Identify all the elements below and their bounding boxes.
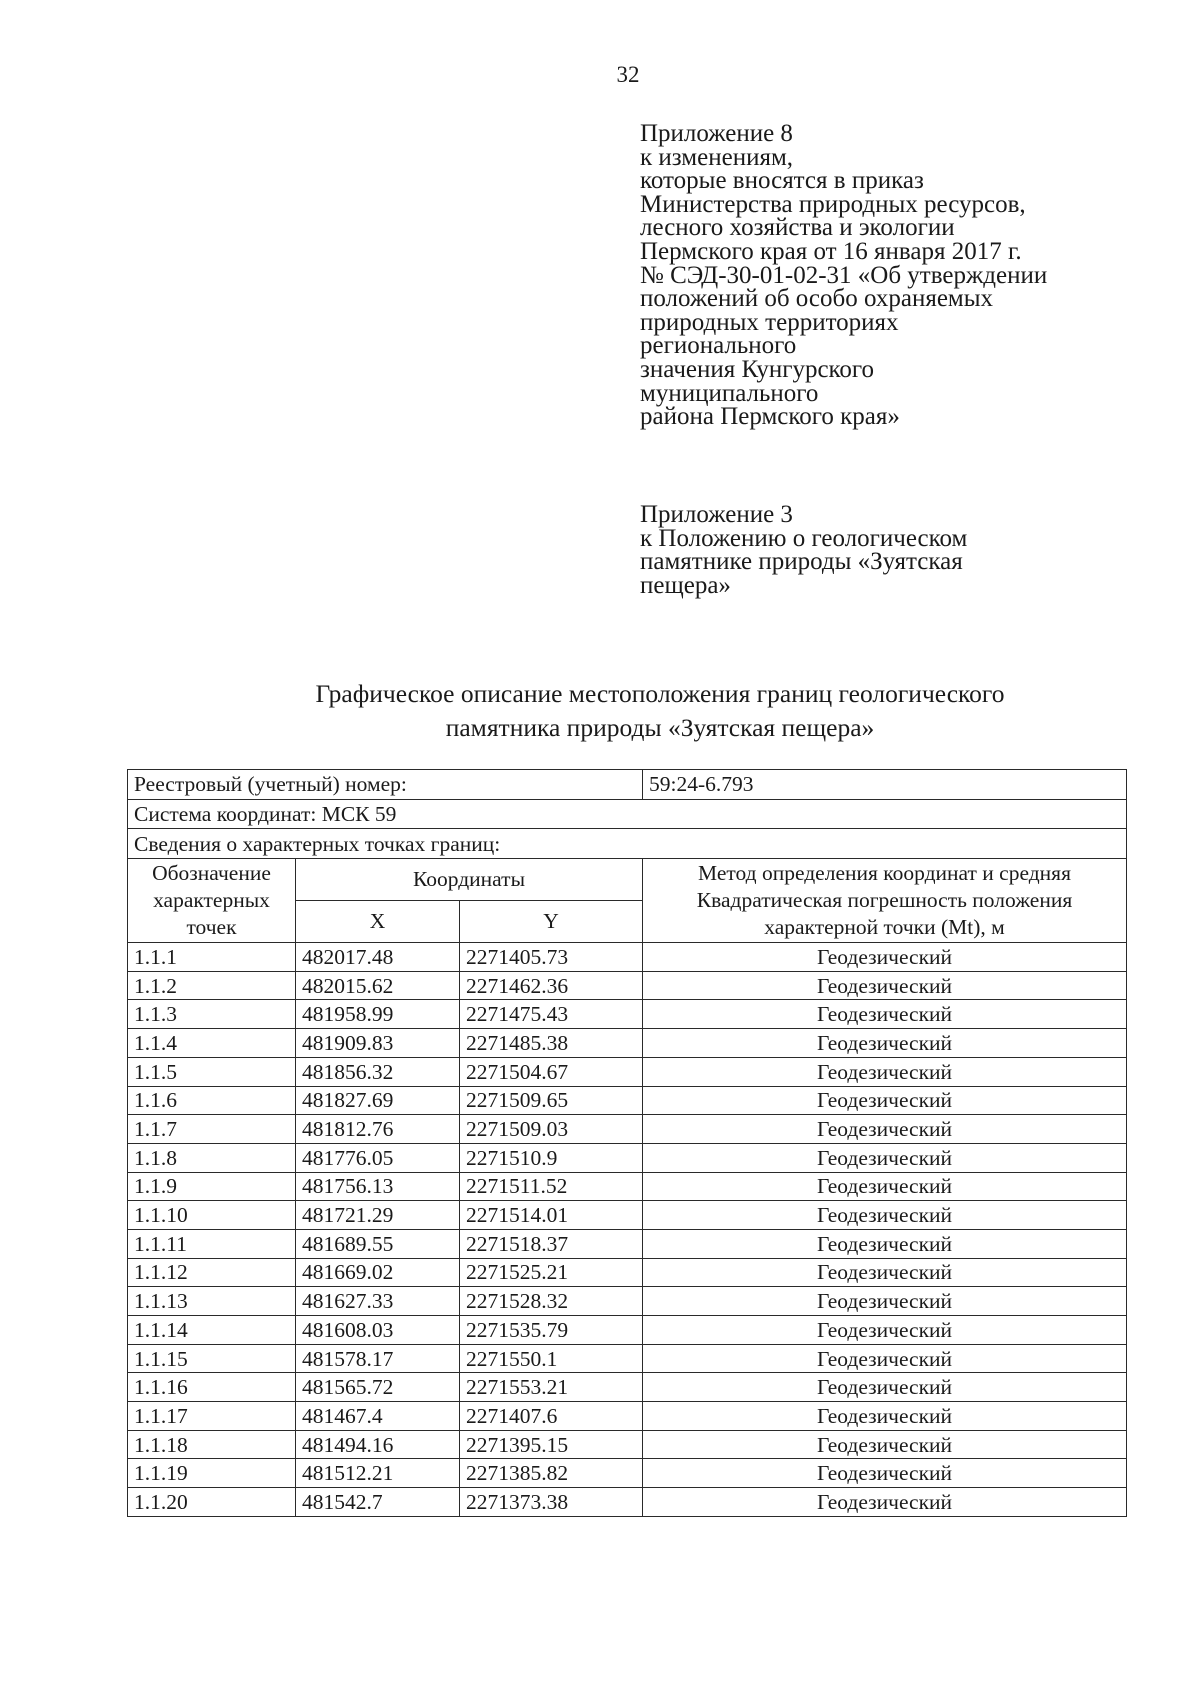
text-line: района Пермского края» <box>640 403 900 431</box>
coordinates-table <box>127 769 1127 1517</box>
method-cell: Геодезический <box>643 1459 1127 1488</box>
table-row <box>128 971 1127 1000</box>
point-cell: 1.1.16 <box>128 1373 296 1402</box>
y-cell: 2271405.73 <box>460 943 643 972</box>
method-cell: Геодезический <box>643 1373 1127 1402</box>
y-cell: 2271525.21 <box>460 1258 643 1287</box>
x-cell: 481608.03 <box>296 1316 460 1345</box>
document-title-line-2: памятника природы «Зуятская пещера» <box>445 713 875 742</box>
registry-row <box>128 770 1127 800</box>
point-cell: 1.1.11 <box>128 1229 296 1258</box>
points-info-row <box>128 829 1127 859</box>
point-cell: 1.1.10 <box>128 1201 296 1230</box>
point-cell: 1.1.20 <box>128 1488 296 1517</box>
method-cell: Геодезический <box>643 1086 1127 1115</box>
point-cell: 1.1.7 <box>128 1115 296 1144</box>
table-row <box>128 1459 1127 1488</box>
table-row <box>128 1115 1127 1144</box>
text-line: лесного хозяйства и экологии <box>640 214 955 242</box>
table-row <box>128 1488 1127 1517</box>
point-cell: 1.1.6 <box>128 1086 296 1115</box>
y-cell: 2271514.01 <box>460 1201 643 1230</box>
document-title <box>150 677 1170 745</box>
x-cell: 481856.32 <box>296 1057 460 1086</box>
method-cell: Геодезический <box>643 1402 1127 1431</box>
header-method <box>643 859 1127 943</box>
point-cell: 1.1.9 <box>128 1172 296 1201</box>
y-cell: 2271509.65 <box>460 1086 643 1115</box>
x-cell: 481756.13 <box>296 1172 460 1201</box>
method-cell: Геодезический <box>643 1258 1127 1287</box>
table-header-row <box>128 859 1127 901</box>
x-cell: 481467.4 <box>296 1402 460 1431</box>
method-cell: Геодезический <box>643 1029 1127 1058</box>
text-line: Приложение 8 <box>640 120 793 147</box>
text-line: характерной точки (Mt), м <box>764 915 1005 940</box>
table-row <box>128 1000 1127 1029</box>
table-row <box>128 1344 1127 1373</box>
y-cell: 2271518.37 <box>460 1229 643 1258</box>
x-cell: 481627.33 <box>296 1287 460 1316</box>
text-line: к изменениям, <box>640 143 794 171</box>
text-line: Пермского края от 16 января 2017 г. <box>640 237 1022 265</box>
annex-3-heading <box>640 503 1160 597</box>
y-cell: 2271407.6 <box>460 1402 643 1431</box>
text-line: положений об особо охраняемых <box>640 285 994 313</box>
table-row <box>128 943 1127 972</box>
method-cell: Геодезический <box>643 1057 1127 1086</box>
method-cell: Геодезический <box>643 1287 1127 1316</box>
y-cell: 2271385.82 <box>460 1459 643 1488</box>
point-cell: 1.1.13 <box>128 1287 296 1316</box>
table-row <box>128 1201 1127 1230</box>
table-row <box>128 1316 1127 1345</box>
method-cell: Геодезический <box>643 1316 1127 1345</box>
method-cell: Геодезический <box>643 1430 1127 1459</box>
table-row <box>128 1086 1127 1115</box>
x-cell: 481958.99 <box>296 1000 460 1029</box>
registry-label: Реестровый (учетный) номер: <box>128 770 643 800</box>
x-cell: 481812.76 <box>296 1115 460 1144</box>
point-cell: 1.1.1 <box>128 943 296 972</box>
table-row <box>128 1143 1127 1172</box>
table-row <box>128 1172 1127 1201</box>
x-cell: 481721.29 <box>296 1201 460 1230</box>
point-cell: 1.1.8 <box>128 1143 296 1172</box>
x-cell: 481827.69 <box>296 1086 460 1115</box>
text-line: № СЭД-30-01-02-31 «Об утверждении <box>640 261 1048 289</box>
point-cell: 1.1.15 <box>128 1344 296 1373</box>
y-cell: 2271535.79 <box>460 1316 643 1345</box>
point-cell: 1.1.17 <box>128 1402 296 1431</box>
y-cell: 2271510.9 <box>460 1143 643 1172</box>
table-row <box>128 1229 1127 1258</box>
text-line: характерных <box>153 888 270 913</box>
header-coordinates: Координаты <box>296 859 643 901</box>
method-cell: Геодезический <box>643 1172 1127 1201</box>
method-cell: Геодезический <box>643 1344 1127 1373</box>
method-cell: Геодезический <box>643 1488 1127 1517</box>
point-cell: 1.1.12 <box>128 1258 296 1287</box>
x-cell: 482017.48 <box>296 943 460 972</box>
x-cell: 481542.7 <box>296 1488 460 1517</box>
y-cell: 2271462.36 <box>460 971 643 1000</box>
header-y: Y <box>460 901 643 943</box>
x-cell: 481512.21 <box>296 1459 460 1488</box>
x-cell: 481669.02 <box>296 1258 460 1287</box>
x-cell: 481494.16 <box>296 1430 460 1459</box>
y-cell: 2271509.03 <box>460 1115 643 1144</box>
method-cell: Геодезический <box>643 1229 1127 1258</box>
text-line: Квадратическая погрешность положения <box>696 888 1073 913</box>
text-line: регионального <box>640 332 797 360</box>
y-cell: 2271528.32 <box>460 1287 643 1316</box>
point-cell: 1.1.14 <box>128 1316 296 1345</box>
method-cell: Геодезический <box>643 1143 1127 1172</box>
y-cell: 2271550.1 <box>460 1344 643 1373</box>
y-cell: 2271504.67 <box>460 1057 643 1086</box>
x-cell: 481578.17 <box>296 1344 460 1373</box>
y-cell: 2271485.38 <box>460 1029 643 1058</box>
text-line: которые вносятся в приказ <box>640 167 924 195</box>
text-line: природных территориях <box>640 308 899 336</box>
method-cell: Геодезический <box>643 971 1127 1000</box>
x-cell: 482015.62 <box>296 971 460 1000</box>
x-cell: 481909.83 <box>296 1029 460 1058</box>
y-cell: 2271373.38 <box>460 1488 643 1517</box>
page-number: 32 <box>616 62 640 87</box>
registry-value: 59:24-6.793 <box>643 770 1127 800</box>
method-cell: Геодезический <box>643 1000 1127 1029</box>
point-cell: 1.1.18 <box>128 1430 296 1459</box>
x-cell: 481565.72 <box>296 1373 460 1402</box>
text-line: муниципального <box>640 379 819 407</box>
method-cell: Геодезический <box>643 1115 1127 1144</box>
text-line: значения Кунгурского <box>640 355 875 383</box>
table-row <box>128 1287 1127 1316</box>
y-cell: 2271511.52 <box>460 1172 643 1201</box>
text-line: памятнике природы «Зуятская <box>640 548 963 576</box>
table-row <box>128 1057 1127 1086</box>
point-cell: 1.1.5 <box>128 1057 296 1086</box>
text-line: Обозначение <box>152 861 271 886</box>
points-info: Сведения о характерных точках границ: <box>128 829 1127 859</box>
document-title-line-1: Графическое описание местоположения границ геологического <box>315 679 1005 708</box>
point-cell: 1.1.2 <box>128 971 296 1000</box>
x-cell: 481689.55 <box>296 1229 460 1258</box>
text-line: Метод определения координат и средняя <box>698 861 1071 886</box>
table-row <box>128 1373 1127 1402</box>
x-cell: 481776.05 <box>296 1143 460 1172</box>
y-cell: 2271395.15 <box>460 1430 643 1459</box>
table-row <box>128 1029 1127 1058</box>
text-line: Министерства природных ресурсов, <box>640 190 1026 218</box>
point-cell: 1.1.4 <box>128 1029 296 1058</box>
text-line: точек <box>186 915 237 940</box>
text-line: Приложение 3 <box>640 501 793 528</box>
header-x: X <box>296 901 460 943</box>
coord-system: Система координат: МСК 59 <box>128 799 1127 829</box>
text-line: пещера» <box>640 571 731 599</box>
method-cell: Геодезический <box>643 1201 1127 1230</box>
text-line: к Положению о геологическом <box>640 524 968 552</box>
method-cell: Геодезический <box>643 943 1127 972</box>
coord-system-row <box>128 799 1127 829</box>
table-row <box>128 1258 1127 1287</box>
point-cell: 1.1.19 <box>128 1459 296 1488</box>
annex-8-heading <box>640 122 1160 429</box>
header-point <box>128 859 296 943</box>
point-cell: 1.1.3 <box>128 1000 296 1029</box>
table-row <box>128 1430 1127 1459</box>
y-cell: 2271553.21 <box>460 1373 643 1402</box>
table-row <box>128 1402 1127 1431</box>
y-cell: 2271475.43 <box>460 1000 643 1029</box>
